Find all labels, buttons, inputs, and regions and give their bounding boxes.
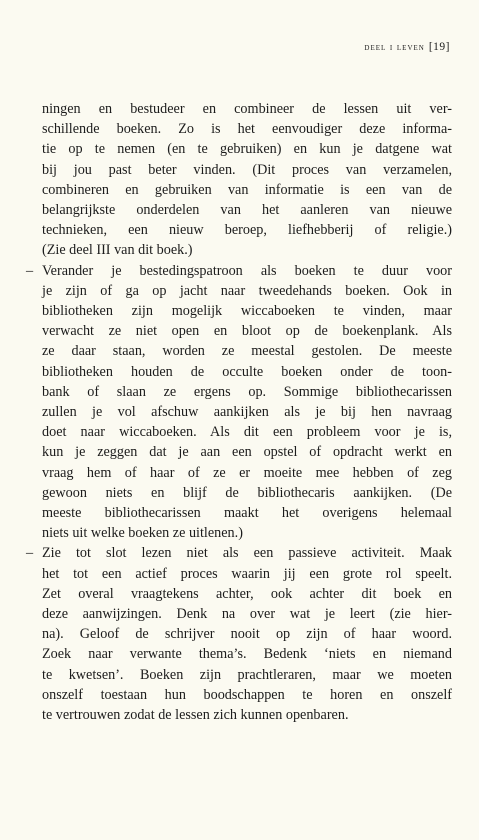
text-line: na). Geloof de schrijver nooit op zijn of haar woord.: [42, 626, 452, 643]
text-line: tie op te nemen (en te gebruiken) en kun je datgene wat: [42, 141, 452, 158]
text-line: je zijn of ga op jacht naar tweedehands boeken. Ook in: [42, 282, 452, 299]
text-line: gewoon niets en blijf de bibliothecaris aankijken. (De: [42, 484, 452, 501]
text-line: Zet overal vraagtekens achter, ook achter dit boek en: [42, 585, 452, 602]
text-line: Zoek naar verwante thema’s. Bedenk ‘niets en niemand: [42, 646, 452, 663]
text-line: verwacht ze niet open en bloot op de boekenplank. Als: [42, 323, 452, 340]
text-line: bibliotheken zijn mogelijk wiccaboeken te vinden, maar: [42, 303, 452, 320]
text-line: niets uit welke boeken ze uitlenen.): [42, 525, 243, 542]
intro-paragraph: [42, 99, 452, 261]
page-number: [19]: [428, 41, 450, 53]
text-line: schillende boeken. Zo is het eenvoudiger deze informa-: [42, 121, 452, 138]
body-text: [26, 99, 452, 725]
text-line: technieken, een nieuw beroep, liefhebberij of religie.): [42, 222, 452, 239]
text-line: ze daar staan, worden ze meestal gestolen. De meeste: [42, 343, 452, 360]
text-line: ningen en bestudeer en combineer de lessen uit ver-: [42, 101, 452, 117]
text-line: (Zie deel III van dit boek.): [42, 242, 193, 259]
text-line: zullen je vol afschuw aankijken als je bij hen navraag: [42, 404, 452, 421]
text-line: het tot een actief proces waarin jij een grote rol speelt.: [42, 565, 452, 582]
text-line: te vertrouwen zodat de lessen zich kunnen openbaren.: [42, 707, 349, 724]
text-line: bibliotheken houden de occulte boeken onder de toon-: [42, 363, 452, 380]
list-item-library: [26, 261, 452, 544]
text-line: combineren en gebruiken van informatie is een van de: [42, 181, 452, 198]
text-line: deze aanwijzingen. Denk na over wat je leert (zie hier-: [42, 606, 452, 623]
text-line: kun je zeggen dat je aan een opstel of opdracht werkt en: [42, 444, 452, 461]
text-line: vraag hem of haar of ze er moeite mee hebben of zeg: [42, 464, 452, 481]
text-line: te kwetsen’. Boeken zijn prachtleraren, maar we moeten: [42, 666, 452, 683]
section-title: deel i leven: [364, 42, 425, 53]
text-line: Verander je bestedingspatroon als boeken te duur voor: [42, 262, 452, 279]
text-line: bij jou past beter vinden. (Dit proces van verzamelen,: [42, 161, 452, 178]
text-line: meeste bibliothecarissen maakt het overigens helemaal: [42, 505, 452, 522]
text-line: onszelf toestaan hun boodschappen te horen en onszelf: [42, 686, 452, 703]
text-line: doet naar wiccaboeken. Als dit een probleem voor je is,: [42, 424, 452, 441]
text-line: belangrijkste onderdelen van het aanleren van nieuwe: [42, 202, 452, 219]
list-item-reading: [26, 543, 452, 725]
text-line: bank of slaan ze ergens op. Sommige bibliothecarissen: [42, 383, 452, 400]
text-line: Zie tot slot lezen niet als een passieve activiteit. Maak: [42, 545, 452, 562]
running-head: [364, 41, 450, 53]
dash-bullet: –: [26, 545, 34, 562]
dash-bullet: –: [26, 262, 34, 279]
